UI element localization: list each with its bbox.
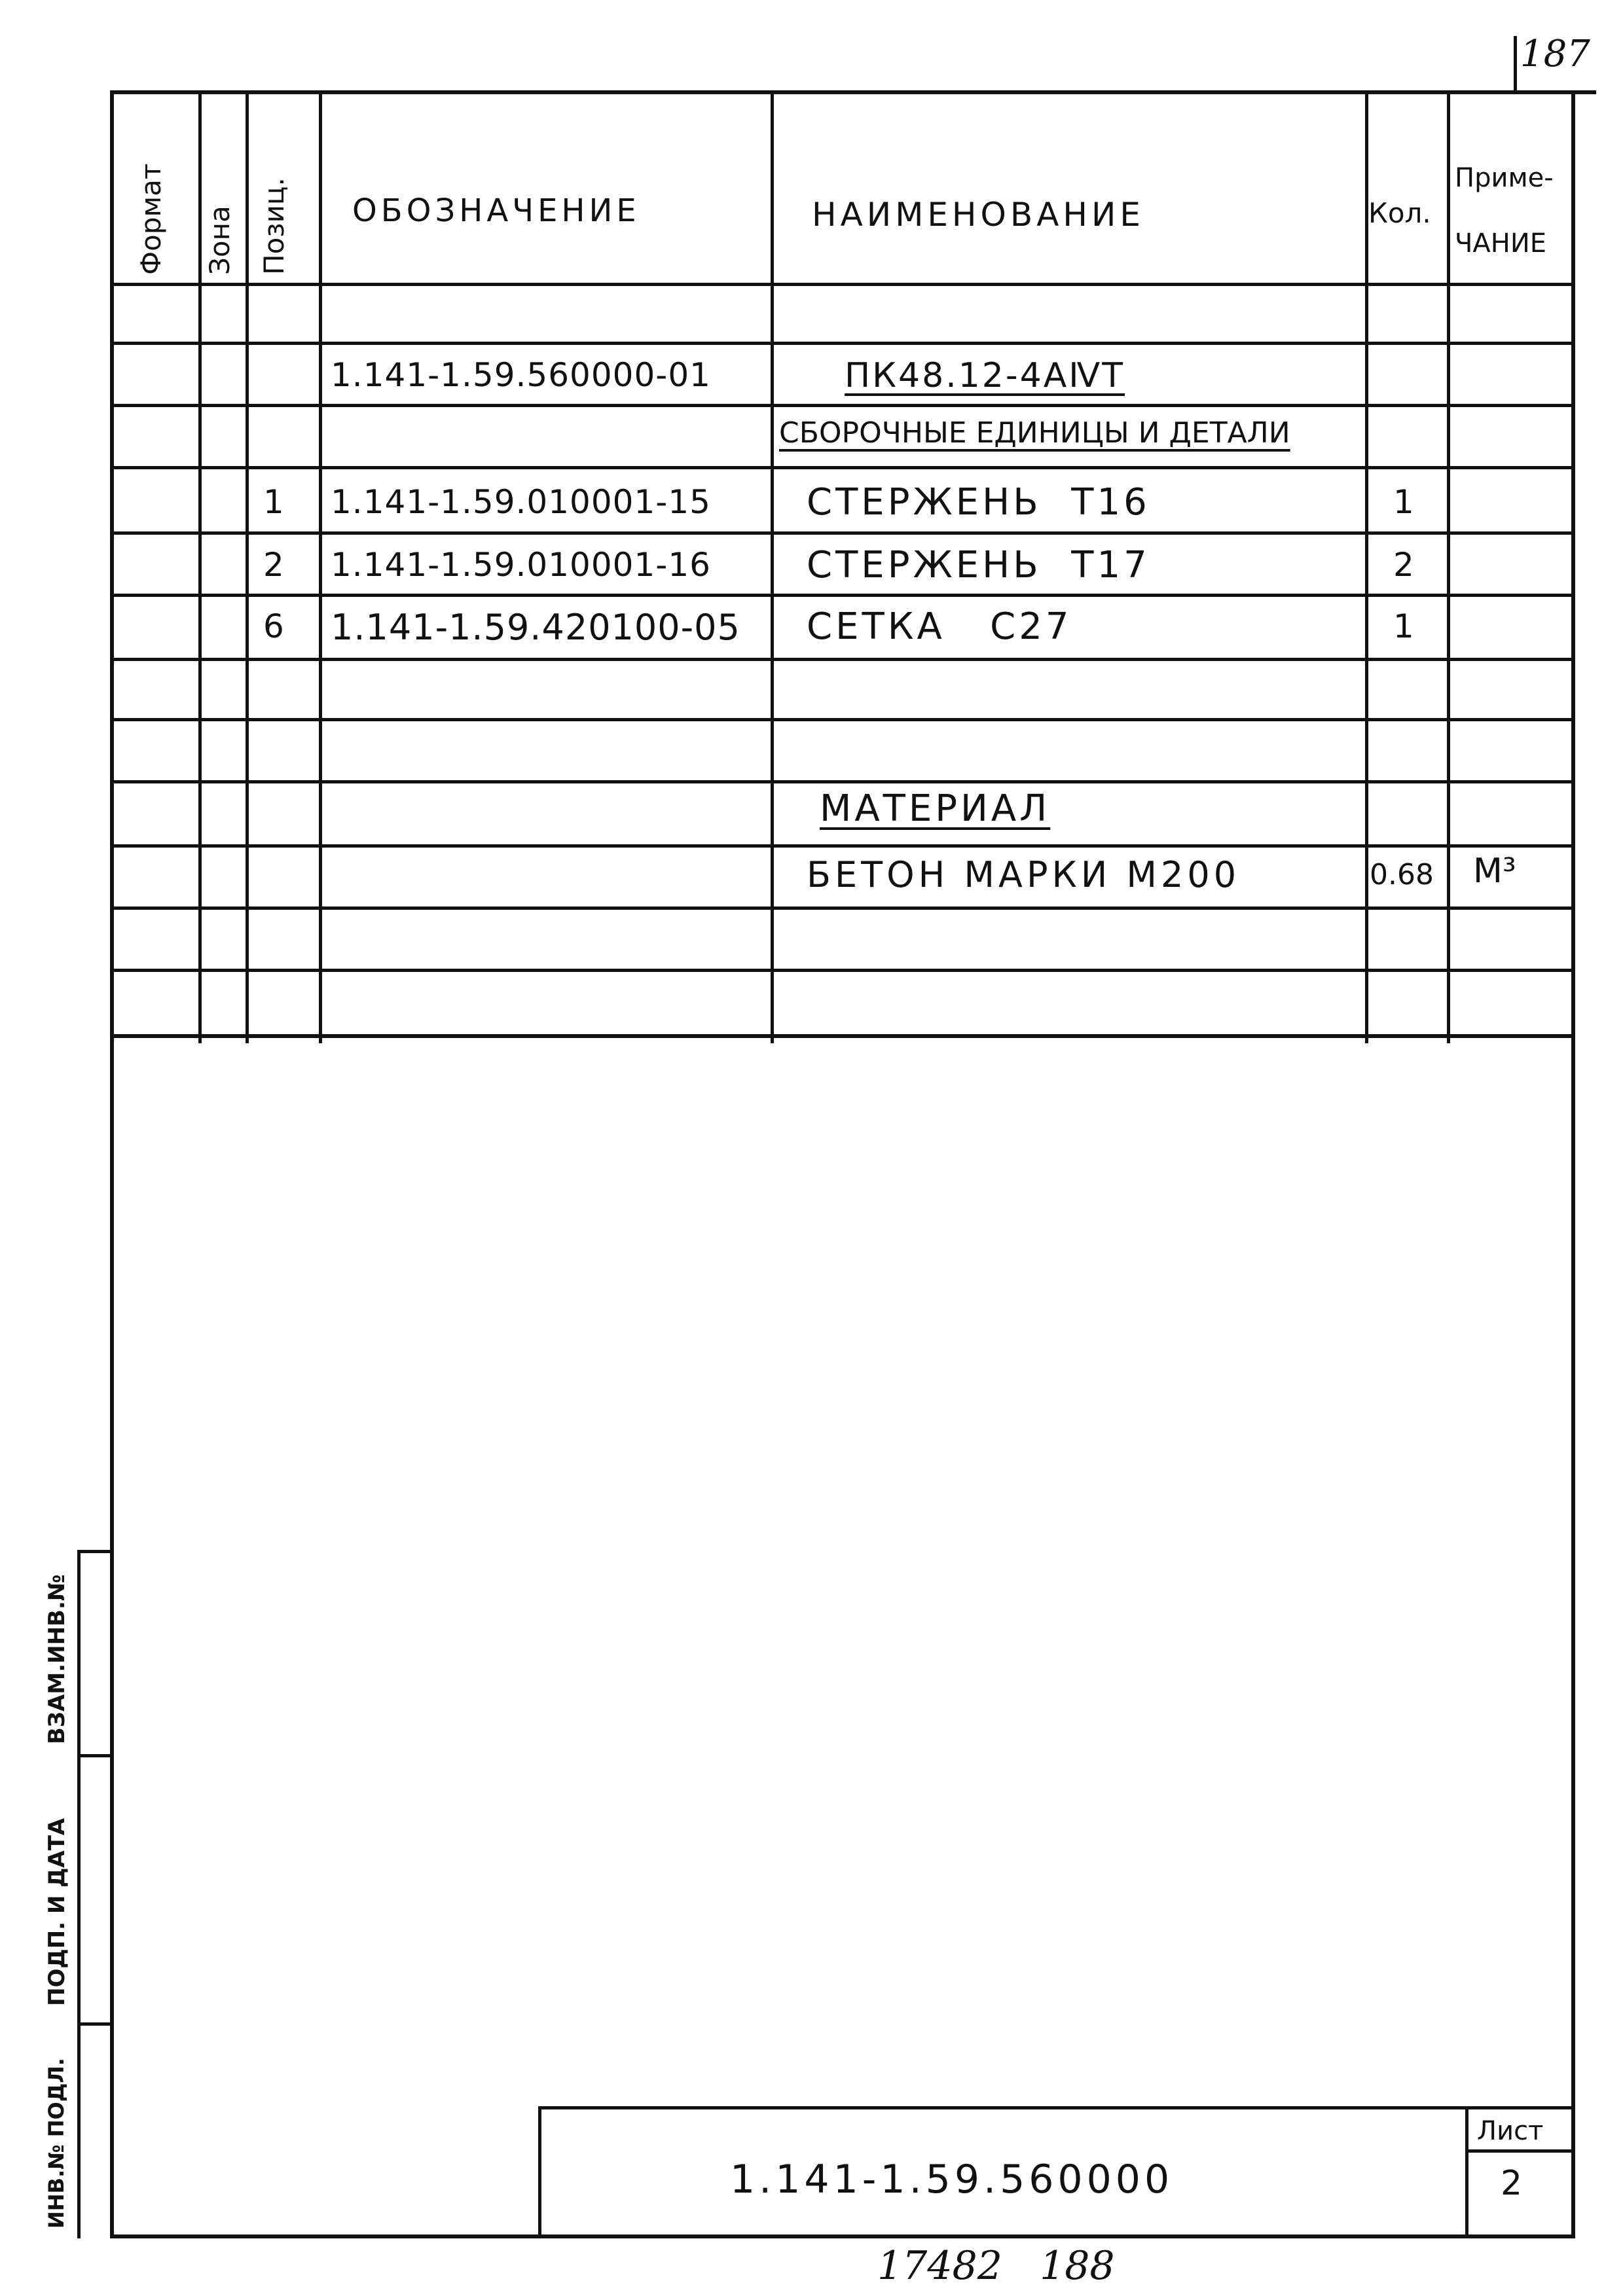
row-line-11 [110, 969, 1575, 972]
footer-handwritten-numbers: 17482 188 [877, 2243, 1115, 2289]
corner-mark-line [1514, 36, 1517, 92]
row-line-4 [110, 531, 1575, 535]
row4-qty: 2 [1393, 546, 1414, 584]
header-zone: Зона [204, 206, 236, 275]
row3-name: СТЕРЖЕНЬ Т16 [807, 481, 1150, 524]
row-line-10 [110, 906, 1575, 910]
row5-qty: 1 [1393, 607, 1414, 645]
header-note-line2: ЧАНИЕ [1455, 228, 1547, 259]
title-block-sheet-line [1465, 2149, 1575, 2153]
row1-name: ПК48.12-4АⅣТ [845, 356, 1125, 395]
row-line-7 [110, 718, 1575, 721]
row3-qty: 1 [1393, 483, 1414, 521]
col-line-name [771, 90, 774, 1043]
row-line-3 [110, 466, 1575, 469]
side-block-top-line [77, 1550, 114, 1553]
row-line-6 [110, 658, 1575, 661]
row5-designation: 1.141-1.59.420100-05 [331, 607, 740, 648]
row-line-5 [110, 594, 1575, 597]
frame-left-border [110, 90, 114, 2238]
row4-name: СТЕРЖЕНЬ Т17 [807, 544, 1150, 586]
row-line-8 [110, 780, 1575, 783]
col-line-pos [246, 90, 249, 1043]
sheet-number: 2 [1501, 2164, 1523, 2203]
header-name: НАИМЕНОВАНИЕ [812, 196, 1144, 234]
header-format: Формат [135, 163, 167, 275]
sheet-label: Лист [1477, 2116, 1544, 2146]
row5-name: СЕТКА С27 [807, 605, 1072, 648]
side-label-inv-no: ИНВ.№ ПОДЛ. [44, 2058, 69, 2229]
col-line-designation [319, 90, 322, 1043]
col-line-note [1447, 90, 1450, 1043]
header-designation: ОБОЗНАЧЕНИЕ [352, 192, 640, 229]
document-code: 1.141-1.59.560000 [730, 2157, 1174, 2202]
title-block-sheet-divider [1465, 2106, 1468, 2237]
corner-page-number: 187 [1520, 33, 1590, 75]
table-bottom-line [110, 1034, 1575, 1038]
row4-designation: 1.141-1.59.010001-16 [331, 546, 711, 584]
side-block-left-line [77, 1550, 81, 2238]
header-note-line1: Приме- [1455, 163, 1554, 193]
row2-section-heading: СБОРОЧНЫЕ ЕДИНИЦЫ И ДЕТАЛИ [779, 416, 1290, 450]
header-position: Позиц. [258, 177, 290, 275]
side-block-line-1 [77, 1754, 114, 1757]
row1-designation: 1.141-1.59.560000-01 [331, 356, 711, 394]
side-label-sign-date: ПОДП. И ДАТА [44, 1818, 70, 2006]
material-heading: МАТЕРИАЛ [820, 787, 1051, 830]
row4-pos: 2 [263, 546, 284, 584]
frame-top-border [110, 90, 1596, 94]
row3-pos: 1 [263, 483, 284, 521]
header-qty: Кол. [1368, 197, 1431, 229]
row-line-2 [110, 404, 1575, 407]
header-bottom-line [110, 283, 1575, 286]
col-line-zone [198, 90, 202, 1043]
concrete-unit: М³ [1473, 852, 1516, 891]
row-line-9 [110, 844, 1575, 848]
row5-pos: 6 [263, 607, 284, 645]
frame-bottom-border [110, 2234, 1575, 2238]
frame-right-border [1571, 90, 1575, 2238]
col-line-qty [1365, 90, 1368, 1043]
row3-designation: 1.141-1.59.010001-15 [331, 483, 711, 521]
row-line-1 [110, 342, 1575, 345]
side-label-replace-inv: ВЗАМ.ИНВ.№ [44, 1574, 70, 1744]
title-block-top-line [538, 2106, 1575, 2109]
concrete-qty: 0.68 [1370, 858, 1434, 891]
title-block-left-line [538, 2106, 541, 2237]
side-block-line-2 [77, 2022, 114, 2026]
concrete-name: БЕТОН МАРКИ М200 [807, 854, 1241, 895]
